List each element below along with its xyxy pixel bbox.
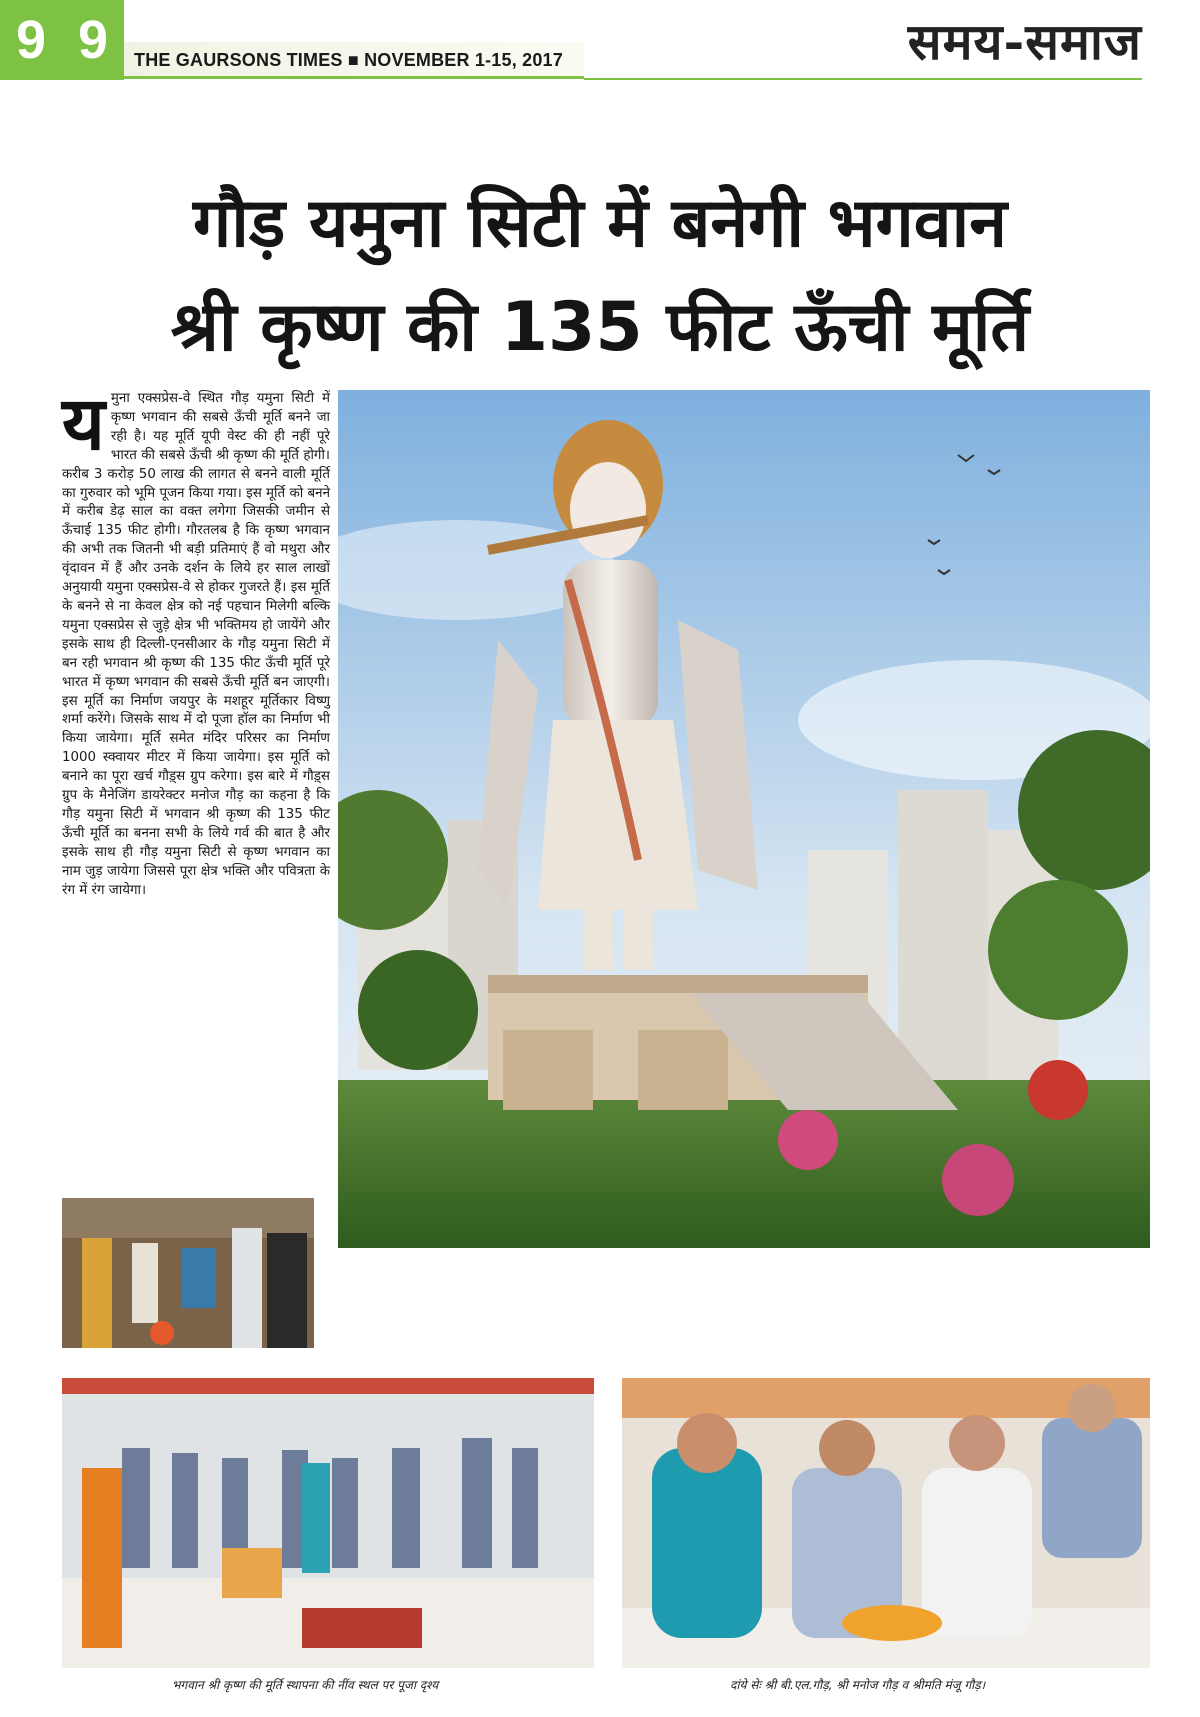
header-rule — [584, 78, 1142, 80]
caption-bottom-left: भगवान श्री कृष्ण की मूर्ति स्थापना की नींव स्थल पर पूजा दृश्य — [172, 1678, 439, 1692]
bhoomi-pujan-illustration — [62, 1198, 314, 1348]
page-number: 9 — [0, 0, 62, 80]
masthead: THE GAURSONS TIMES ■ NOVEMBER 1-15, 2017 — [134, 50, 563, 70]
puja-ceremony-photo — [62, 1378, 594, 1668]
page-number-box — [62, 0, 124, 80]
krishna-statue-photo — [338, 390, 1150, 1248]
krishna-statue-illustration — [338, 390, 1150, 1248]
drop-cap: य — [62, 381, 105, 467]
article-body — [62, 381, 330, 900]
page-number-text: 9 — [77, 10, 109, 70]
section-title: समय-समाज — [907, 12, 1142, 71]
headline — [60, 172, 1140, 380]
havan-illustration — [622, 1378, 1150, 1668]
havan-photo — [622, 1378, 1150, 1668]
puja-ceremony-illustration — [62, 1378, 594, 1668]
caption-bottom-right: दांये सेः श्री बी.एल.गौड़, श्री मनोज गौड़ व श्रीमति मंजू गौड़। — [730, 1678, 986, 1692]
bhoomi-pujan-inset-photo — [62, 1198, 314, 1348]
article-text: मुना एक्सप्रेस-वे स्थित गौड़ यमुना सिटी में कृष्ण भगवान की सबसे ऊँची मूर्ति बनने जा रही है। यह मूर्ति यूपी वेस्ट की ही नहीं पूरे भारत की सबसे ऊँची श्री कृष्ण की मूर्ति होगी। करीब 3 करोड़ 50 लाख की लागत से बनने वाली मूर्ति का गुरुवार को भूमि पूजन किया गया। इस मूर्ति को बनने में करीब डेढ़ साल का वक्त लगेगा जिसकी जमीन से ऊँचाई 135 फीट होगी। गौरतलब है कि कृष्ण भगवान की अभी तक जितनी भी बड़ी प्रतिमाएं हैं वो मथुरा और वृंदावन में हैं और उनके दर्शन के लिये हर साल लाखों अनुयायी यमुना एक्सप्रेस-वे से होकर गुजरते हैं। इस मूर्ति के बनने से ना केवल क्षेत्र को नई पहचान मिलेगी बल्कि यमुना एक्सप्रेस से जुड़े क्षेत्र भी भक्तिमय हो जायेंगे और इसके साथ ही दिल्ली-एनसीआर के गौड़ यमुना सिटी में बन रही भगवान श्री कृष्ण की 135 फीट ऊँची मूर्ति पूरे भारत में कृष्ण भगवान की सबसे ऊँची मूर्ति बन जाएगी। इस मूर्ति का निर्माण जयपुर के मशहूर मूर्तिकार विष्णु शर्मा करेंगे। जिसके साथ में दो पूजा हॉल का निर्माण भी किया जायेगा। मूर्ति समेत मंदिर परिसर का निर्माण 1000 स्क्वायर मीटर में किया जायेगा। इस मूर्ति को बनाने का पूरा खर्च गौड़्स ग्रुप करेगा। इस बारे में गौड़्स ग्रुप के मैनेजिंग डायरेक्टर मनोज गौड़ का कहना है कि गौड़ यमुना सिटी में भगवान श्री कृष्ण की 135 फीट ऊँची मूर्ति का बनना सभी के लिये गर्व की बात है और इसके साथ ही गौड़ यमुना सिटी से कृष्ण भगवान का नाम जुड़ जायेगा जिससे पूरा क्षेत्र भक्ति और पवित्रता के रंग में रंग जायेगा। — [62, 391, 330, 898]
headline-line-2: श्री कृष्ण की 135 फीट ऊँची मूर्ति — [170, 288, 1030, 367]
headline-line-1: गौड़ यमुना सिटी में बनेगी भगवान — [193, 184, 1007, 263]
